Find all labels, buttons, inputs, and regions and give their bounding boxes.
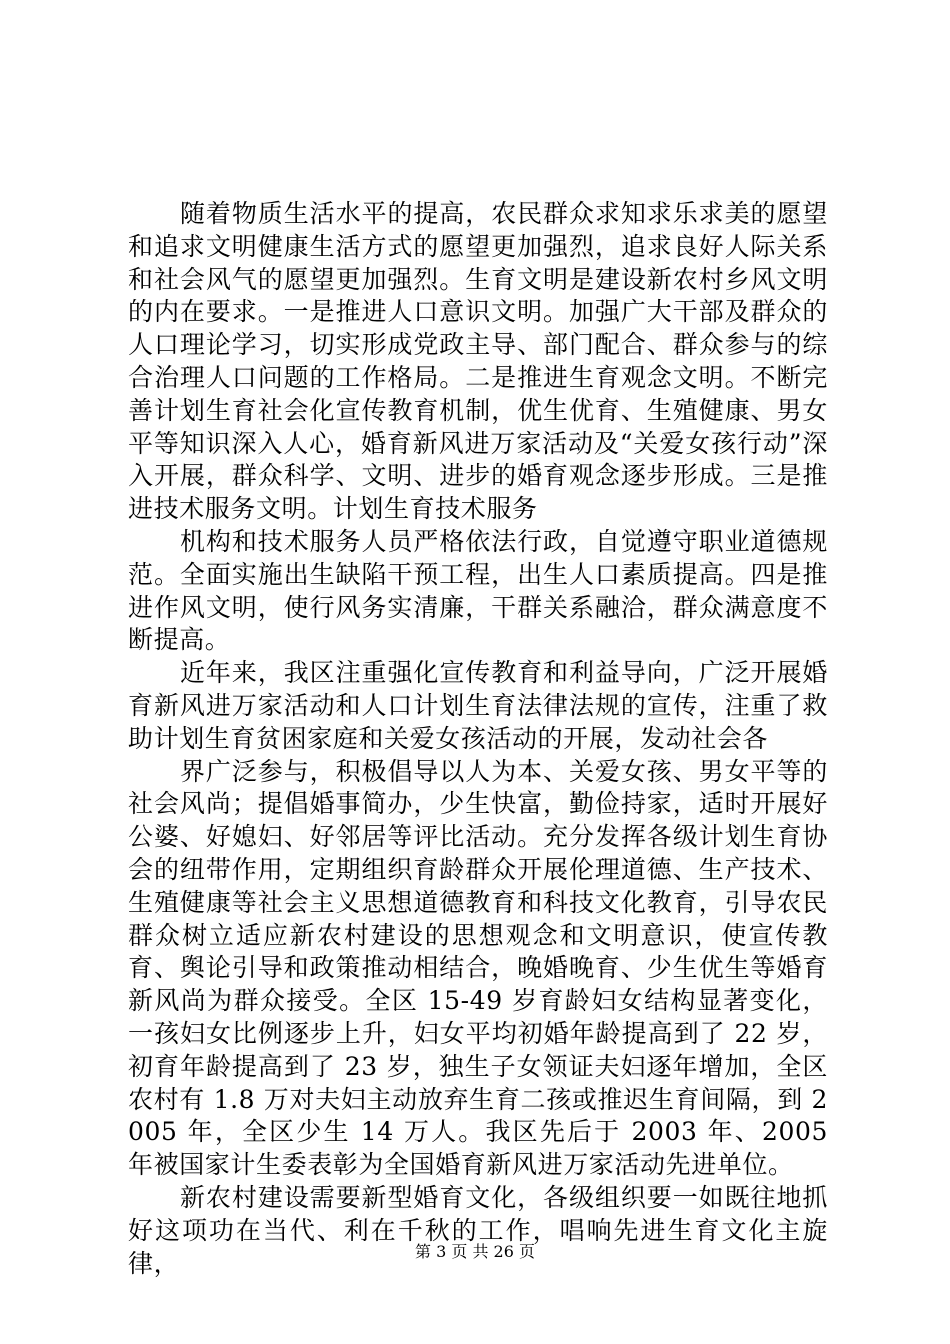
paragraph: 随着物质生活水平的提高，农民群众求知求乐求美的愿望和追求文明健康生活方式的愿望更加强烈，追求良好人际关系和社会风气的愿望更加强烈。生育文明是建设新农村乡风文明的内在要求。一是推进人口意识文明。加强广大干部及群众的人口理论学习，切实形成党政主导、部门配合、群众参与的综合治理人口问题的工作格局。二是推进生育观念文明。不断完善计划生育社会化宣传教育机制，优生优育、生殖健康、男女平等知识深入人心，婚育新风进万家活动及“关爱女孩行动”深入开展，群众科学、文明、进步的婚育观念逐步形成。三是推进技术服务文明。计划生育技术服务 <box>128 199 828 524</box>
paragraph: 界广泛参与，积极倡导以人为本、关爱女孩、男女平等的社会风尚；提倡婚事简办，少生快富，勤俭持家，适时开展好公婆、好媳妇、好邻居等评比活动。充分发挥各级计划生育协会的纽带作用，定期组织育龄群众开展伦理道德、生产技术、生殖健康等社会主义思想道德教育和科技文化教育，引导农民群众树立适应新农村建设的思想观念和文明意识，使宣传教育、舆论引导和政策推动相结合，晚婚晚育、少生优生等婚育新风尚为群众接受。全区 15-49 岁育龄妇女结构显著变化，一孩妇女比例逐步上升，妇女平均初婚年龄提高到了 22 岁，初育年龄提高到了 23 岁，独生子女领证夫妇逐年增加，全区农村有 1.8 万对夫妇主动放弃生育二孩或推迟生育间隔，到 2005 年，全区少生 14 万人。我区先后于 2003 年、2005 年被国家计生委表彰为全国婚育新风进万家活动先进单位。 <box>128 756 828 1180</box>
paragraph: 机构和技术服务人员严格依法行政，自觉遵守职业道德规范。全面实施出生缺陷干预工程，出生人口素质提高。四是推进作风文明，使行风务实清廉，干群关系融洽，群众满意度不断提高。 <box>128 526 828 655</box>
paragraph: 近年来，我区注重强化宣传教育和利益导向，广泛开展婚育新风进万家活动和人口计划生育法律法规的宣传，注重了救助计划生育贫困家庭和关爱女孩活动的开展，发动社会各 <box>128 658 828 753</box>
paragraph: 新农村建设需要新型婚育文化，各级组织要一如既往地抓好这项功在当代、利在千秋的工作，唱响先进生育文化主旋律， <box>128 1182 828 1278</box>
page-number-footer: 第 3 页 共 26 页 <box>415 1242 535 1261</box>
document-body <box>128 198 828 1280</box>
